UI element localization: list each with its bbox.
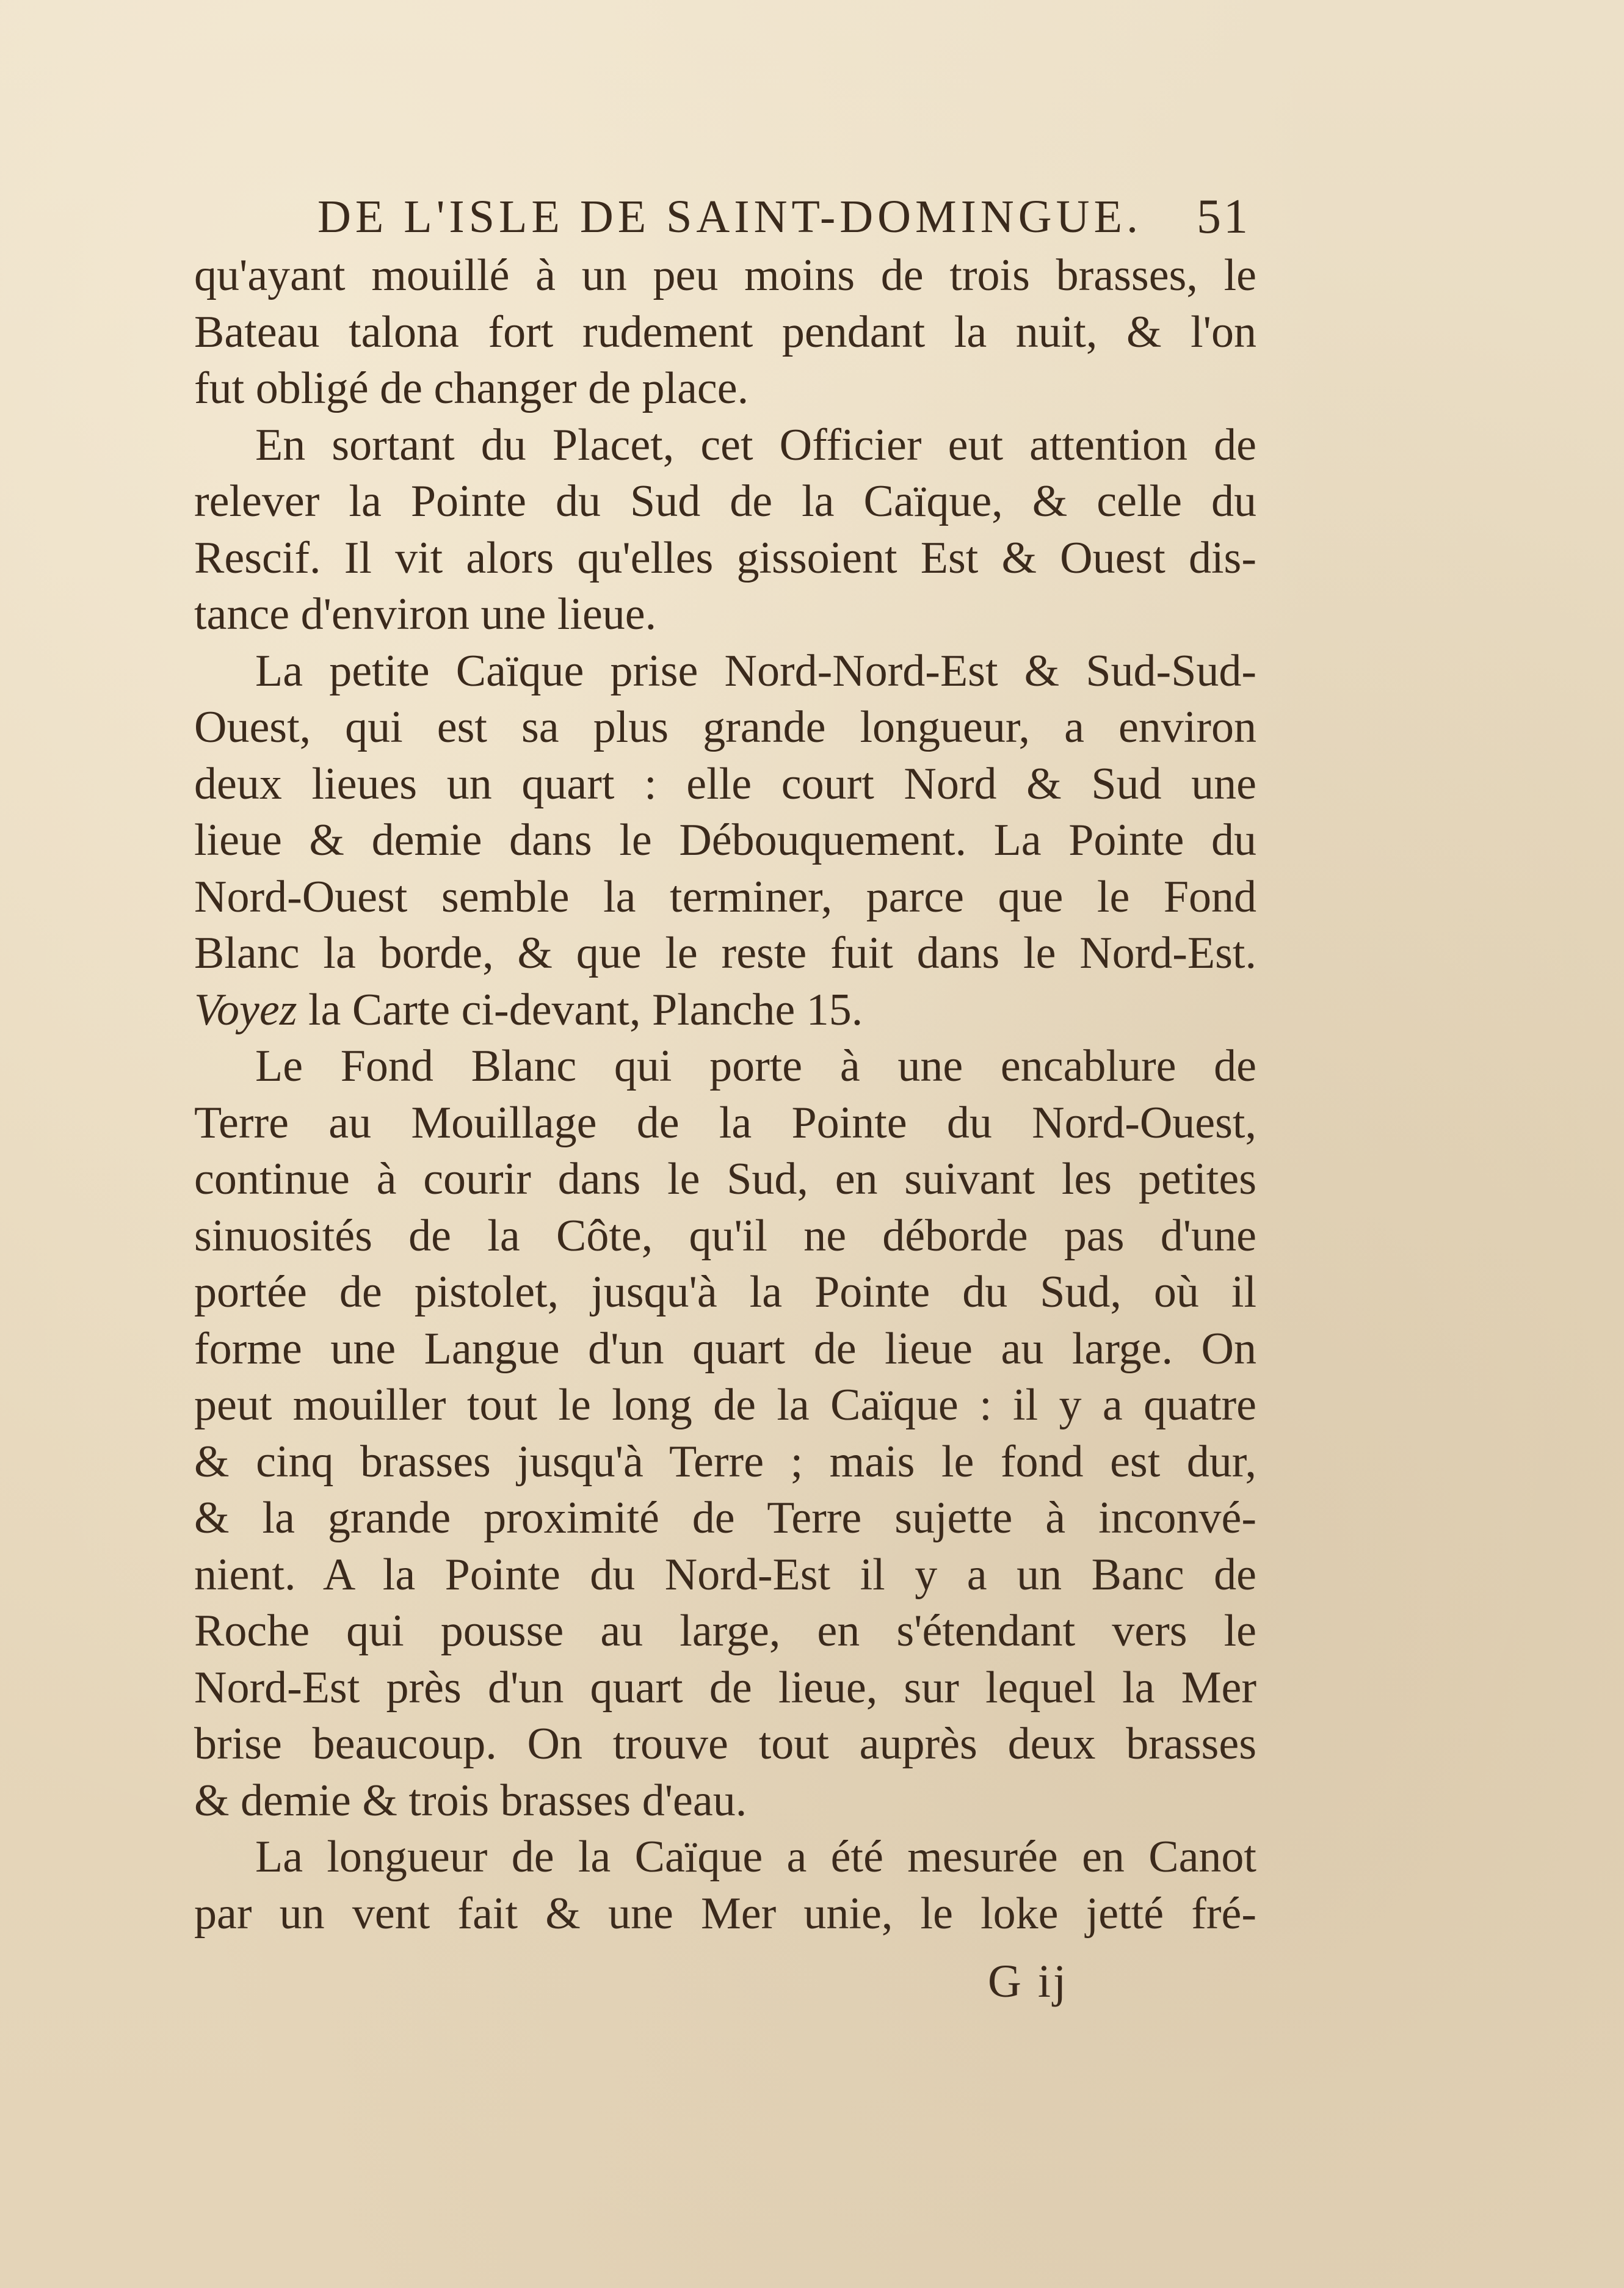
signature-mark: G ij bbox=[988, 1956, 1069, 2007]
text-line: En sortant du Placet, cet Officier eut attention de bbox=[255, 419, 1256, 470]
text-line: forme une Langue d'un quart de lieue au large. On bbox=[194, 1323, 1256, 1374]
text-line: brise beaucoup. On trouve tout auprès deux brasses bbox=[194, 1719, 1256, 1769]
text-line: & cinq brasses jusqu'à Terre ; mais le fond est dur, bbox=[194, 1436, 1256, 1487]
text-line: relever la Pointe du Sud de la Caïque, & celle du bbox=[194, 476, 1256, 526]
text-line: Le Fond Blanc qui porte à une encablure de bbox=[255, 1041, 1256, 1091]
text-line: Nord-Ouest semble la terminer, parce que le Fond bbox=[194, 871, 1256, 922]
text-line: par un vent fait & une Mer unie, le loke jetté fré- bbox=[194, 1888, 1256, 1939]
text-line: Roche qui pousse au large, en s'étendant vers le bbox=[194, 1606, 1256, 1656]
page-number: 51 bbox=[1197, 190, 1250, 244]
text-line: Ouest, qui est sa plus grande longueur, a environ bbox=[194, 702, 1256, 752]
text-line: deux lieues un quart : elle court Nord & Sud une bbox=[194, 758, 1256, 809]
text-line: Blanc la borde, & que le reste fuit dans le Nord-Est. bbox=[194, 928, 1256, 978]
text-line: Terre au Mouillage de la Pointe du Nord-Ouest, bbox=[194, 1097, 1256, 1148]
text-line: qu'ayant mouillé à un peu moins de trois brasses, le bbox=[194, 250, 1256, 300]
text-line: peut mouiller tout le long de la Caïque : il y a quatre bbox=[194, 1380, 1256, 1430]
text-line: lieue & demie dans le Débouquement. La Pointe du bbox=[194, 815, 1256, 865]
text-line: tance d'environ une lieue. bbox=[194, 589, 657, 639]
text-line: La longueur de la Caïque a été mesurée en Canot bbox=[255, 1832, 1256, 1882]
running-header bbox=[317, 183, 1250, 250]
plate-reference: la Carte ci-devant, Planche 15. bbox=[297, 984, 863, 1035]
text-line: sinuosités de la Côte, qu'il ne déborde pas d'une bbox=[194, 1210, 1256, 1261]
text-line: nient. A la Pointe du Nord-Est il y a un Banc de bbox=[194, 1549, 1256, 1600]
text-line: La petite Caïque prise Nord-Nord-Est & Sud-Sud- bbox=[255, 645, 1256, 696]
running-title: DE L'ISLE DE SAINT-DOMINGUE. bbox=[317, 191, 1142, 242]
text-line: fut obligé de changer de place. bbox=[194, 363, 749, 413]
text-line bbox=[194, 982, 1256, 1039]
body-text bbox=[194, 247, 1256, 1942]
text-line: & la grande proximité de Terre sujette à inconvé- bbox=[194, 1493, 1256, 1543]
text-line: Nord-Est près d'un quart de lieue, sur lequel la Mer bbox=[194, 1662, 1256, 1713]
text-line: Rescif. Il vit alors qu'elles gissoient Est & Ouest dis- bbox=[194, 532, 1256, 583]
text-line: & demie & trois brasses d'eau. bbox=[194, 1775, 747, 1826]
text-line: continue à courir dans le Sud, en suivant les petites bbox=[194, 1154, 1256, 1204]
text-line: portée de pistolet, jusqu'à la Pointe du Sud, où il bbox=[194, 1267, 1256, 1317]
text-line: Bateau talona fort rudement pendant la nuit, & l'on bbox=[194, 307, 1256, 357]
italic-reference: Voyez bbox=[194, 984, 297, 1035]
